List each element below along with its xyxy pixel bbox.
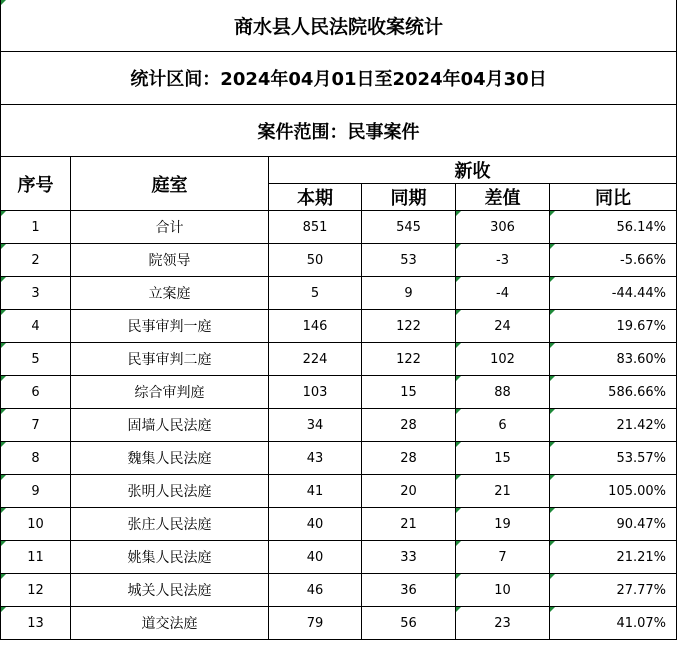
report-period: 统计区间：2024年04月01日至2024年04月30日 (1, 52, 677, 105)
cell-current: 46 (269, 574, 362, 607)
table-row (1, 244, 677, 277)
cell-same-period: 545 (362, 211, 456, 244)
cell-seq: 8 (1, 442, 71, 475)
cell-seq: 13 (1, 607, 71, 640)
cell-same-period: 28 (362, 442, 456, 475)
cell-ratio: 90.47% (550, 508, 677, 541)
cell-room: 城关人民法庭 (71, 574, 269, 607)
cell-current: 43 (269, 442, 362, 475)
table-row (1, 277, 677, 310)
cell-ratio: -5.66% (550, 244, 677, 277)
header-diff: 差值 (456, 184, 550, 211)
cell-seq: 4 (1, 310, 71, 343)
table-row (1, 574, 677, 607)
cell-ratio: 27.77% (550, 574, 677, 607)
cell-seq: 12 (1, 574, 71, 607)
cell-seq: 1 (1, 211, 71, 244)
cell-current: 851 (269, 211, 362, 244)
cell-diff: 10 (456, 574, 550, 607)
cell-same-period: 36 (362, 574, 456, 607)
header-current: 本期 (269, 184, 362, 211)
table-row (1, 211, 677, 244)
cell-current: 146 (269, 310, 362, 343)
cell-same-period: 9 (362, 277, 456, 310)
cell-diff: 21 (456, 475, 550, 508)
cell-same-period: 122 (362, 343, 456, 376)
cell-current: 40 (269, 508, 362, 541)
table-row (1, 409, 677, 442)
cell-same-period: 56 (362, 607, 456, 640)
cell-diff: 19 (456, 508, 550, 541)
cell-room: 张庄人民法庭 (71, 508, 269, 541)
table-row (1, 376, 677, 409)
cell-room: 固墙人民法庭 (71, 409, 269, 442)
table-row (1, 442, 677, 475)
cell-same-period: 21 (362, 508, 456, 541)
cell-same-period: 15 (362, 376, 456, 409)
cell-diff: 102 (456, 343, 550, 376)
cell-same-period: 33 (362, 541, 456, 574)
cell-diff: 23 (456, 607, 550, 640)
cell-diff: 88 (456, 376, 550, 409)
cell-diff: 306 (456, 211, 550, 244)
cell-diff: 24 (456, 310, 550, 343)
cell-same-period: 20 (362, 475, 456, 508)
cell-room: 道交法庭 (71, 607, 269, 640)
cell-ratio: 56.14% (550, 211, 677, 244)
table-row (1, 343, 677, 376)
cell-room: 姚集人民法庭 (71, 541, 269, 574)
cell-diff: -3 (456, 244, 550, 277)
cell-seq: 2 (1, 244, 71, 277)
cell-room: 民事审判一庭 (71, 310, 269, 343)
cell-ratio: 21.42% (550, 409, 677, 442)
header-ratio: 同比 (550, 184, 677, 211)
cell-seq: 11 (1, 541, 71, 574)
cell-same-period: 53 (362, 244, 456, 277)
cell-diff: 6 (456, 409, 550, 442)
cell-ratio: 105.00% (550, 475, 677, 508)
cell-ratio: 19.67% (550, 310, 677, 343)
cell-ratio: 586.66% (550, 376, 677, 409)
cell-diff: 7 (456, 541, 550, 574)
header-room: 庭室 (71, 157, 269, 211)
cell-same-period: 122 (362, 310, 456, 343)
cell-room: 立案庭 (71, 277, 269, 310)
cell-ratio: 83.60% (550, 343, 677, 376)
cell-current: 50 (269, 244, 362, 277)
cell-current: 103 (269, 376, 362, 409)
cell-seq: 3 (1, 277, 71, 310)
cell-seq: 6 (1, 376, 71, 409)
header-same-period: 同期 (362, 184, 456, 211)
cell-current: 41 (269, 475, 362, 508)
header-new-cases: 新收 (269, 157, 677, 184)
cell-seq: 7 (1, 409, 71, 442)
header-seq: 序号 (1, 157, 71, 211)
cell-room: 张明人民法庭 (71, 475, 269, 508)
table-row (1, 541, 677, 574)
cell-diff: -4 (456, 277, 550, 310)
cell-seq: 5 (1, 343, 71, 376)
cell-ratio: -44.44% (550, 277, 677, 310)
table-row (1, 310, 677, 343)
cell-room: 合计 (71, 211, 269, 244)
cell-room: 院领导 (71, 244, 269, 277)
cell-current: 34 (269, 409, 362, 442)
cell-current: 224 (269, 343, 362, 376)
cell-current: 5 (269, 277, 362, 310)
cell-room: 魏集人民法庭 (71, 442, 269, 475)
cell-current: 79 (269, 607, 362, 640)
table-row (1, 475, 677, 508)
cell-current: 40 (269, 541, 362, 574)
table-row (1, 508, 677, 541)
cell-ratio: 53.57% (550, 442, 677, 475)
report-title: 商水县人民法院收案统计 (1, 0, 677, 52)
cell-same-period: 28 (362, 409, 456, 442)
cell-seq: 9 (1, 475, 71, 508)
cell-ratio: 21.21% (550, 541, 677, 574)
cell-ratio: 41.07% (550, 607, 677, 640)
table-body (1, 211, 677, 640)
cell-room: 综合审判庭 (71, 376, 269, 409)
report-scope: 案件范围：民事案件 (1, 105, 677, 157)
cell-diff: 15 (456, 442, 550, 475)
table-row (1, 607, 677, 640)
cell-seq: 10 (1, 508, 71, 541)
cell-room: 民事审判二庭 (71, 343, 269, 376)
